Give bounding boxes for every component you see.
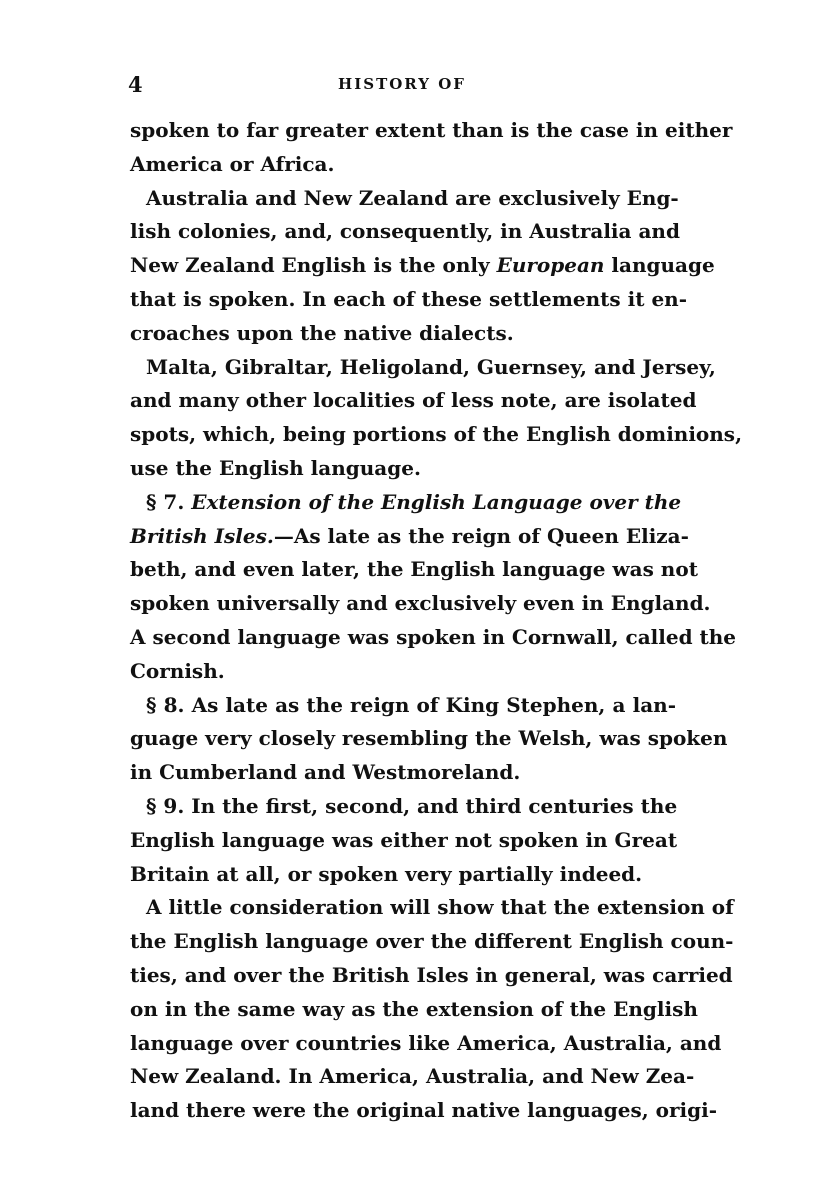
text-line bbox=[130, 689, 676, 723]
text-span: beth, and even later, the English language was not bbox=[130, 557, 698, 582]
text-span: Malta, Gibraltar, Heligoland, Guernsey, and Jersey, bbox=[146, 354, 716, 379]
text-line bbox=[130, 182, 679, 216]
text-span: New Zealand. In America, Australia, and New Zea- bbox=[130, 1064, 695, 1089]
text-line bbox=[130, 621, 737, 655]
text-span: use the English language. bbox=[130, 455, 421, 480]
text-line bbox=[130, 993, 698, 1027]
text-line bbox=[130, 317, 676, 351]
text-line bbox=[130, 486, 682, 520]
text-span: language over countries like America, Australia, and bbox=[130, 1030, 722, 1055]
text-line bbox=[130, 249, 715, 283]
italic-span: European bbox=[496, 253, 605, 278]
text-line bbox=[130, 655, 676, 689]
text-line bbox=[130, 452, 676, 486]
text-span: —As late as the reign of Queen Eliza- bbox=[273, 523, 689, 548]
page-number: 4 bbox=[128, 72, 143, 97]
text-span: spoken to far greater extent than is the case in either bbox=[130, 118, 733, 142]
text-line bbox=[130, 959, 733, 993]
text-span: spots, which, being portions of the English dominions, bbox=[130, 422, 743, 447]
text-span: guage very closely resembling the Welsh, was spoken bbox=[130, 726, 728, 751]
text-span: on in the same way as the extension of the English bbox=[130, 996, 698, 1021]
text-line bbox=[130, 553, 698, 587]
text-span: and many other localities of less note, are isolated bbox=[130, 388, 697, 413]
text-span: § 8. As late as the reign of King Stephen, a lan- bbox=[146, 692, 676, 717]
text-line bbox=[130, 925, 734, 959]
text-line bbox=[130, 215, 680, 249]
section-mark: § 7. bbox=[146, 489, 192, 514]
running-head-title: HISTORY OF bbox=[338, 75, 466, 93]
text-line bbox=[130, 756, 676, 790]
text-line bbox=[130, 418, 743, 452]
text-span: land there were the original native languages, origi- bbox=[130, 1098, 718, 1123]
text-line bbox=[130, 891, 734, 925]
text-span: lish colonies, and, consequently, in Australia and bbox=[130, 219, 680, 244]
body-text bbox=[130, 114, 743, 1128]
text-line bbox=[130, 384, 697, 418]
text-span: spoken universally and exclusively even in England. bbox=[130, 591, 711, 616]
text-line bbox=[130, 790, 676, 824]
text-span: Britain at all, or spoken very partially indeed. bbox=[130, 861, 643, 886]
text-line bbox=[130, 1060, 695, 1094]
text-span: croaches upon the native dialects. bbox=[130, 320, 514, 345]
text-line bbox=[130, 858, 676, 892]
text-line bbox=[130, 148, 676, 182]
text-span: A little consideration will show that the extension of bbox=[146, 895, 734, 920]
text-span: the English language over the different English coun- bbox=[130, 929, 734, 954]
section-heading: British Isles. bbox=[130, 523, 274, 548]
text-line bbox=[130, 824, 676, 858]
text-span: language bbox=[604, 253, 715, 278]
section-heading: Extension of the English Language over the bbox=[191, 489, 682, 514]
text-span: Cornish. bbox=[130, 658, 225, 683]
text-span: § 9. In the first, second, and third centuries the bbox=[146, 793, 678, 818]
text-span: in Cumberland and Westmoreland. bbox=[130, 760, 521, 785]
text-span: English language was either not spoken in Great bbox=[130, 827, 678, 852]
text-span: ties, and over the British Isles in general, was carried bbox=[130, 962, 733, 987]
text-line bbox=[130, 587, 711, 621]
text-span: that is spoken. In each of these settlements it en- bbox=[130, 286, 688, 311]
text-line bbox=[130, 351, 716, 385]
text-span: Australia and New Zealand are exclusively Eng- bbox=[146, 185, 679, 210]
text-line bbox=[130, 114, 733, 148]
text-span: America or Africa. bbox=[130, 151, 335, 176]
running-head bbox=[128, 72, 676, 100]
text-line bbox=[130, 722, 728, 756]
text-span: New Zealand English is the only bbox=[130, 253, 497, 278]
text-line bbox=[130, 1094, 718, 1128]
text-line bbox=[130, 1027, 722, 1061]
text-span: A second language was spoken in Cornwall, called the bbox=[130, 624, 737, 649]
text-line bbox=[130, 520, 689, 554]
text-line bbox=[130, 283, 688, 317]
